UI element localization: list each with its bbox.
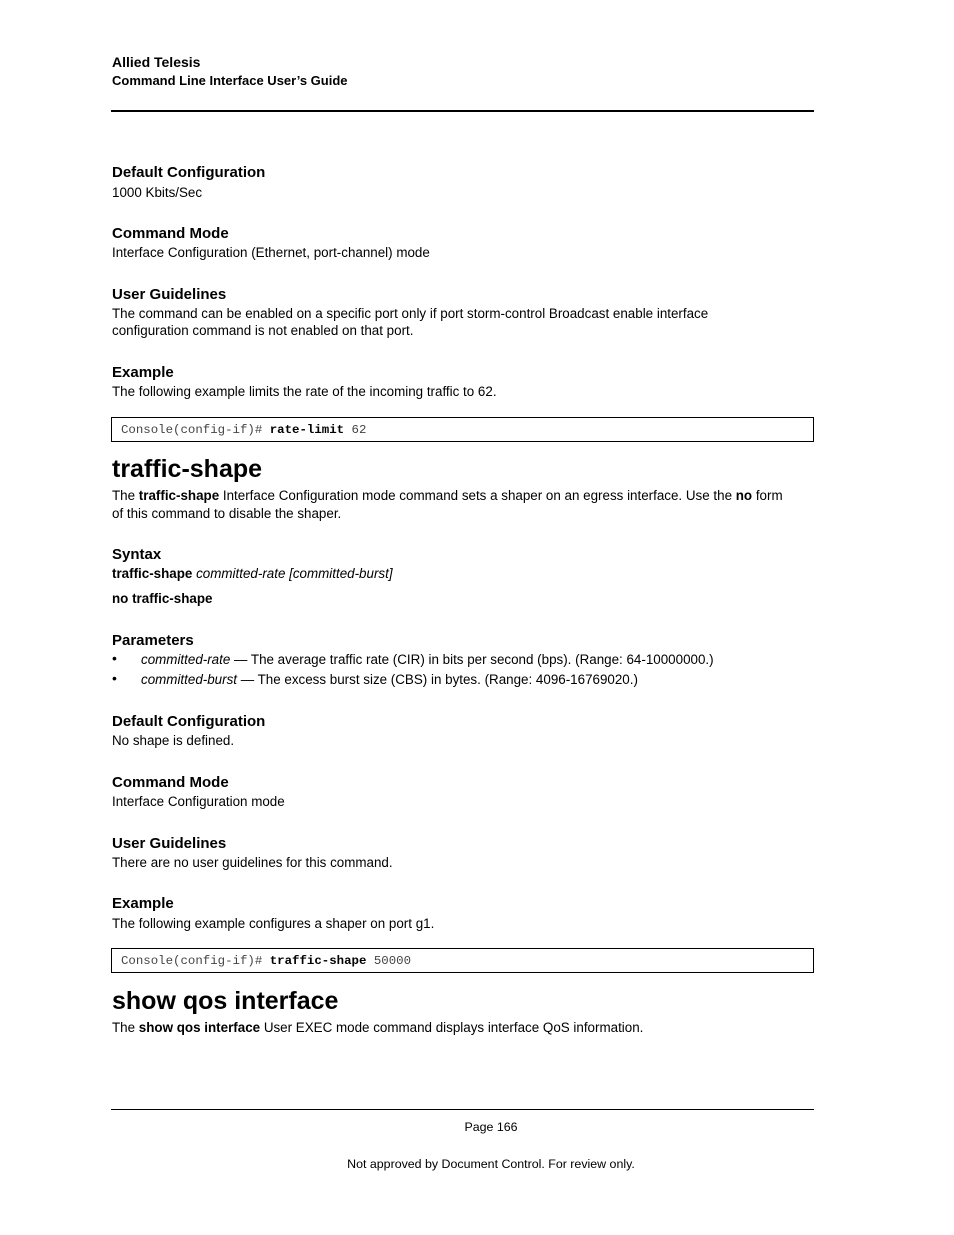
example-heading: Example — [112, 364, 174, 381]
syntax-arguments: committed-rate [committed-burst] — [192, 566, 393, 581]
parameter-description: — The excess burst size (CBS) in bytes. (Range: 4096-16769020.) — [237, 672, 638, 687]
command-mode-text: Interface Configuration (Ethernet, port-channel) mode — [112, 245, 430, 260]
intro-text: User EXEC mode command displays interface QoS information. — [260, 1020, 644, 1035]
parameters-heading: Parameters — [112, 632, 194, 649]
user-guidelines-line2: configuration command is not enabled on that port. — [112, 323, 414, 338]
default-config-heading: Default Configuration — [112, 164, 266, 181]
default-config-text: 1000 Kbits/Sec — [112, 185, 203, 200]
user-guidelines-heading: User Guidelines — [112, 835, 227, 852]
example-text: The following example limits the rate of the incoming traffic to 62. — [112, 384, 497, 399]
code-command: rate-limit — [269, 423, 345, 437]
parameter-item — [141, 651, 841, 669]
syntax-heading: Syntax — [112, 546, 162, 563]
review-notice: Not approved by Document Control. For review only. — [347, 1157, 635, 1171]
syntax-no-form: no traffic-shape — [112, 591, 213, 606]
syntax-line — [112, 565, 812, 583]
example-heading: Example — [112, 895, 174, 912]
header-divider — [111, 110, 814, 112]
header-company: Allied Telesis — [112, 54, 201, 70]
header-guide-title: Command Line Interface User’s Guide — [112, 73, 348, 88]
default-config-heading: Default Configuration — [112, 713, 266, 730]
user-guidelines-text: There are no user guidelines for this command. — [112, 855, 393, 870]
example-text: The following example configures a shaper on port g1. — [112, 916, 435, 931]
code-command: traffic-shape — [269, 954, 367, 968]
bullet-icon: • — [112, 650, 117, 666]
parameter-description: — The average traffic rate (CIR) in bits per second (bps). (Range: 64-10000000.) — [230, 652, 714, 667]
intro-text: form — [752, 488, 783, 503]
syntax-command: traffic-shape — [112, 566, 193, 581]
user-guidelines-line1: The command can be enabled on a specific port only if port storm-control Broadcast enable interface — [112, 306, 709, 321]
intro-text: Interface Configuration mode command sets a shaper on an egress interface. Use the — [219, 488, 736, 503]
code-block-rate-limit — [111, 417, 814, 442]
code-block-traffic-shape — [111, 948, 814, 973]
section-title-show-qos-interface: show qos interface — [112, 987, 339, 1015]
command-mode-text: Interface Configuration mode — [112, 794, 285, 809]
intro-command: show qos interface — [138, 1020, 261, 1035]
default-config-text: No shape is defined. — [112, 733, 235, 748]
intro-no-keyword: no — [735, 488, 753, 503]
code-prompt: Console(config-if)# — [121, 954, 270, 968]
section-title-traffic-shape: traffic-shape — [112, 455, 263, 483]
parameter-name: committed-rate — [141, 652, 231, 667]
page-number: Page 166 — [464, 1120, 518, 1134]
traffic-shape-intro-line1 — [112, 487, 812, 505]
parameter-name: committed-burst — [141, 672, 237, 687]
show-qos-intro — [112, 1019, 812, 1037]
user-guidelines-heading: User Guidelines — [112, 286, 227, 303]
code-prompt: Console(config-if)# — [121, 423, 270, 437]
intro-text: The — [112, 1020, 139, 1035]
command-mode-heading: Command Mode — [112, 774, 229, 791]
command-mode-heading: Command Mode — [112, 225, 229, 242]
footer-divider — [111, 1109, 814, 1110]
code-argument: 50000 — [366, 954, 412, 968]
intro-command: traffic-shape — [138, 488, 220, 503]
traffic-shape-intro-line2: of this command to disable the shaper. — [112, 506, 342, 521]
parameter-item — [141, 671, 841, 689]
intro-text: The — [112, 488, 139, 503]
bullet-icon: • — [112, 670, 117, 686]
code-argument: 62 — [344, 423, 367, 437]
